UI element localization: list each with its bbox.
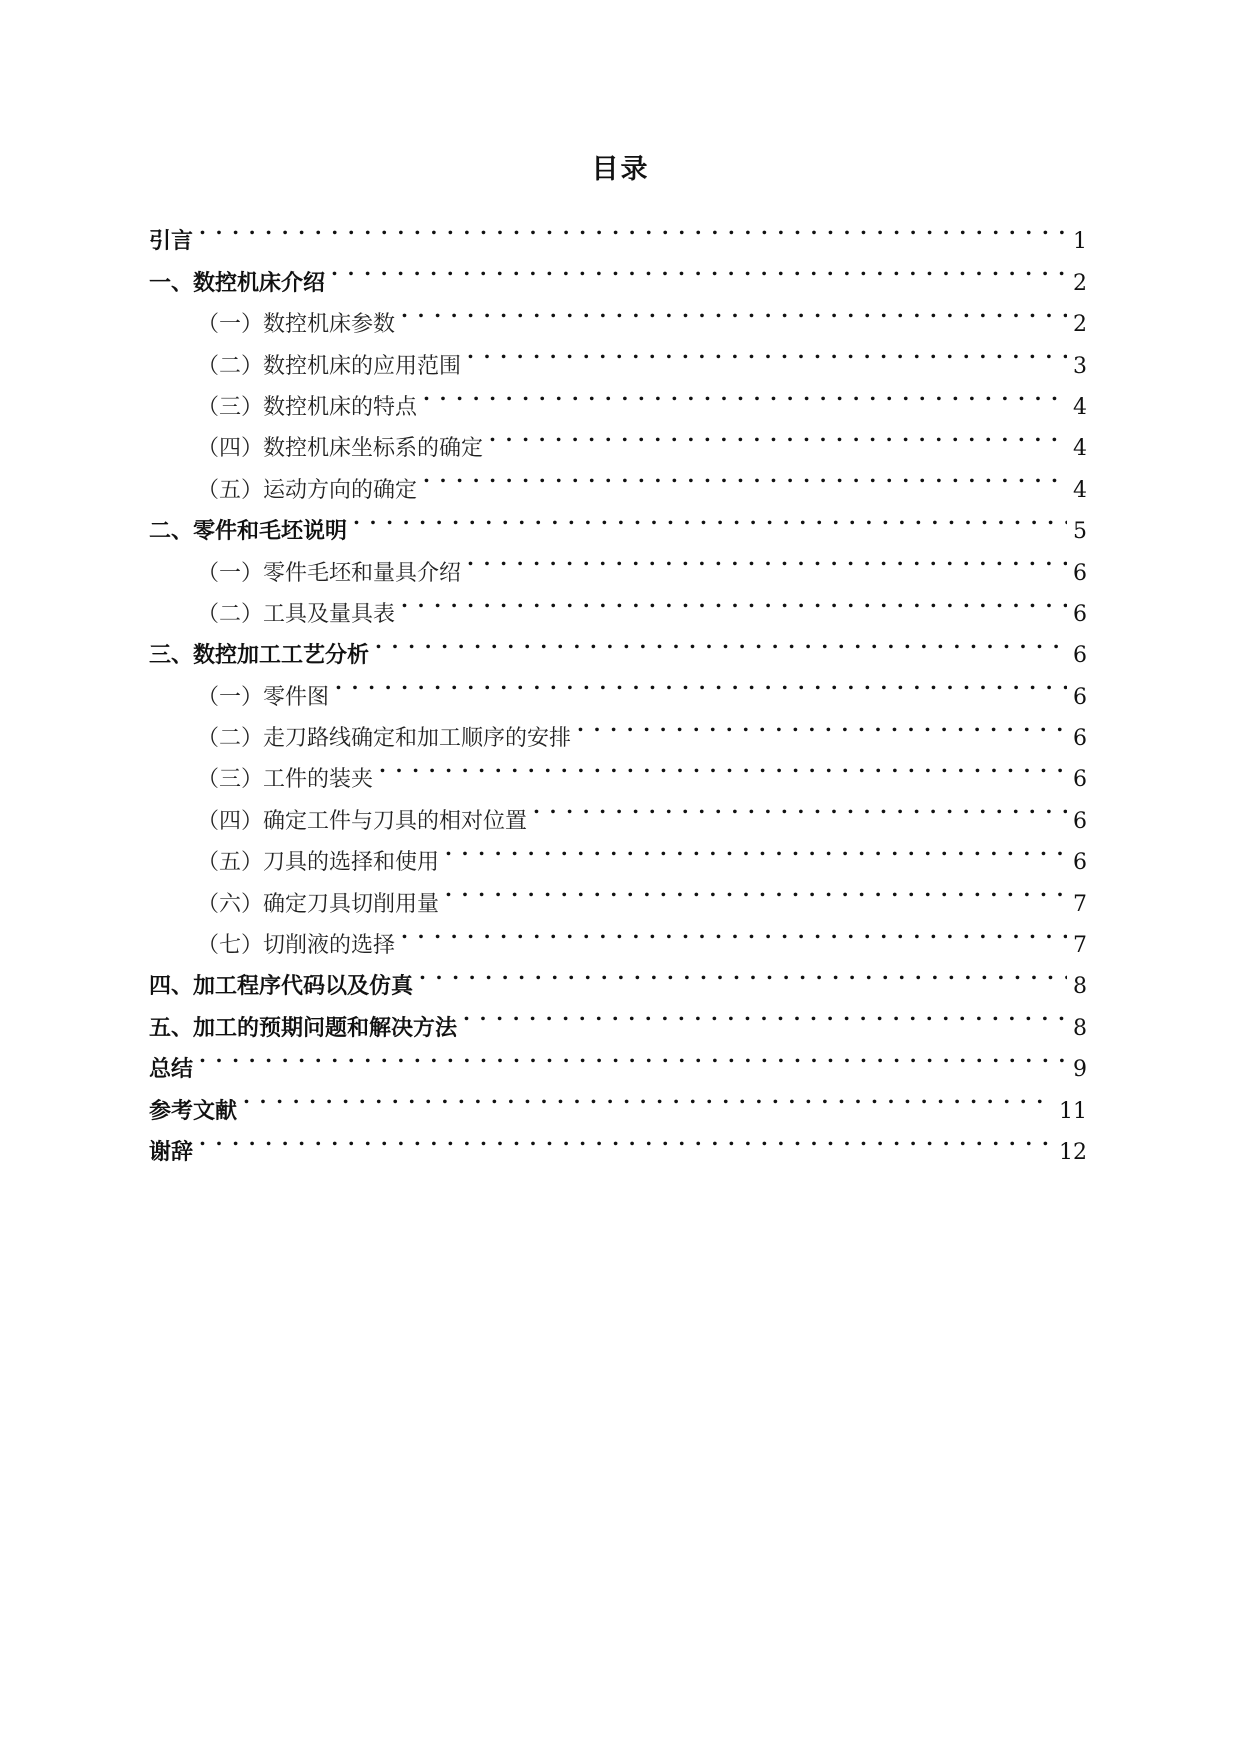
toc-page-number: 6 bbox=[1073, 808, 1087, 834]
toc-page-number: 6 bbox=[1073, 601, 1087, 627]
dot-leader bbox=[199, 1035, 1067, 1076]
toc-entry-label: 五、加工的预期问题和解决方法 bbox=[149, 1014, 458, 1041]
dot-leader bbox=[467, 538, 1067, 579]
dot-leader bbox=[419, 952, 1067, 993]
dot-leader bbox=[401, 911, 1067, 952]
toc-page-number: 4 bbox=[1073, 394, 1087, 420]
toc-entry-label: （五）刀具的选择和使用 bbox=[197, 850, 440, 876]
toc-entry[interactable] bbox=[149, 248, 1087, 296]
toc-entry-label: （四）数控机床坐标系的确定 bbox=[197, 436, 484, 462]
toc-entry-label: （二）工具及量具表 bbox=[197, 601, 396, 627]
toc-entry-label: （六）确定刀具切削用量 bbox=[197, 891, 440, 917]
dot-leader bbox=[331, 248, 1067, 289]
dot-leader bbox=[445, 869, 1067, 910]
toc-entry-label: 谢辞 bbox=[149, 1138, 194, 1165]
page-title: 目录 bbox=[591, 154, 650, 185]
toc-page-number: 7 bbox=[1073, 891, 1087, 917]
toc-entry[interactable] bbox=[149, 207, 1087, 255]
toc-entry[interactable] bbox=[149, 1118, 1087, 1165]
toc-page-number: 6 bbox=[1073, 726, 1087, 752]
toc-entry[interactable] bbox=[149, 1076, 1087, 1124]
dot-leader bbox=[423, 455, 1067, 496]
toc-page-number: 4 bbox=[1073, 436, 1087, 462]
toc-page-number: 6 bbox=[1073, 767, 1087, 793]
dot-leader bbox=[489, 414, 1067, 455]
dot-leader bbox=[243, 1076, 1053, 1117]
toc-page-number: 6 bbox=[1073, 643, 1087, 669]
toc-entry-label: （一）零件图 bbox=[197, 684, 330, 710]
toc-entry-label: （四）确定工件与刀具的相对位置 bbox=[197, 808, 528, 834]
toc-entry[interactable] bbox=[149, 1035, 1087, 1083]
toc-page-number: 8 bbox=[1073, 974, 1087, 1000]
toc-entry-label: （三）数控机床的特点 bbox=[197, 394, 418, 420]
dot-leader bbox=[353, 497, 1067, 538]
dot-leader bbox=[401, 290, 1067, 331]
toc-page-number: 9 bbox=[1073, 1057, 1087, 1083]
toc-entry-label: （二）数控机床的应用范围 bbox=[197, 353, 462, 379]
toc-entry-label: 三、数控加工工艺分析 bbox=[149, 642, 370, 669]
dot-leader bbox=[577, 704, 1067, 745]
dot-leader bbox=[375, 621, 1067, 662]
toc-entry-label: （五）运动方向的确定 bbox=[197, 477, 418, 503]
toc-page-number: 7 bbox=[1073, 933, 1087, 959]
toc-entry-label: （一）零件毛坯和量具介绍 bbox=[197, 560, 462, 586]
toc-page-number: 6 bbox=[1073, 560, 1087, 586]
toc-entry-label: 四、加工程序代码以及仿真 bbox=[149, 973, 414, 1000]
dot-leader bbox=[423, 373, 1067, 414]
toc-page-number: 2 bbox=[1073, 312, 1087, 338]
toc-entry-label: 二、零件和毛坯说明 bbox=[149, 518, 348, 545]
dot-leader bbox=[379, 745, 1067, 786]
toc-page-number: 3 bbox=[1073, 353, 1087, 379]
dot-leader bbox=[533, 786, 1067, 827]
dot-leader bbox=[467, 331, 1067, 372]
toc-entry-label: （三）工件的装夹 bbox=[197, 767, 374, 793]
toc-entry-label: （七）切削液的选择 bbox=[197, 933, 396, 959]
dot-leader bbox=[463, 993, 1067, 1034]
toc-page-number: 6 bbox=[1073, 684, 1087, 710]
toc-page-number: 2 bbox=[1073, 270, 1087, 296]
dot-leader bbox=[199, 207, 1067, 248]
toc-entry-label: 总结 bbox=[149, 1056, 194, 1083]
dot-leader bbox=[335, 662, 1067, 703]
toc-entry-label: （二）走刀路线确定和加工顺序的安排 bbox=[197, 726, 572, 752]
dot-leader bbox=[199, 1118, 1053, 1159]
dot-leader bbox=[401, 580, 1067, 621]
toc-entry-label: 一、数控机床介绍 bbox=[149, 269, 326, 296]
toc-page-number: 12 bbox=[1059, 1139, 1087, 1165]
toc-page-number: 11 bbox=[1059, 1098, 1087, 1124]
table-of-contents bbox=[149, 207, 1087, 1165]
dot-leader bbox=[445, 828, 1067, 869]
toc-page-number: 4 bbox=[1073, 477, 1087, 503]
toc-page-number: 6 bbox=[1073, 850, 1087, 876]
toc-entry-label: 引言 bbox=[149, 228, 194, 255]
toc-entry-label: 参考文献 bbox=[149, 1097, 238, 1124]
toc-entry-label: （一）数控机床参数 bbox=[197, 312, 396, 338]
toc-page-number: 8 bbox=[1073, 1015, 1087, 1041]
toc-page-number: 5 bbox=[1073, 519, 1087, 545]
toc-page-number: 1 bbox=[1073, 229, 1087, 255]
